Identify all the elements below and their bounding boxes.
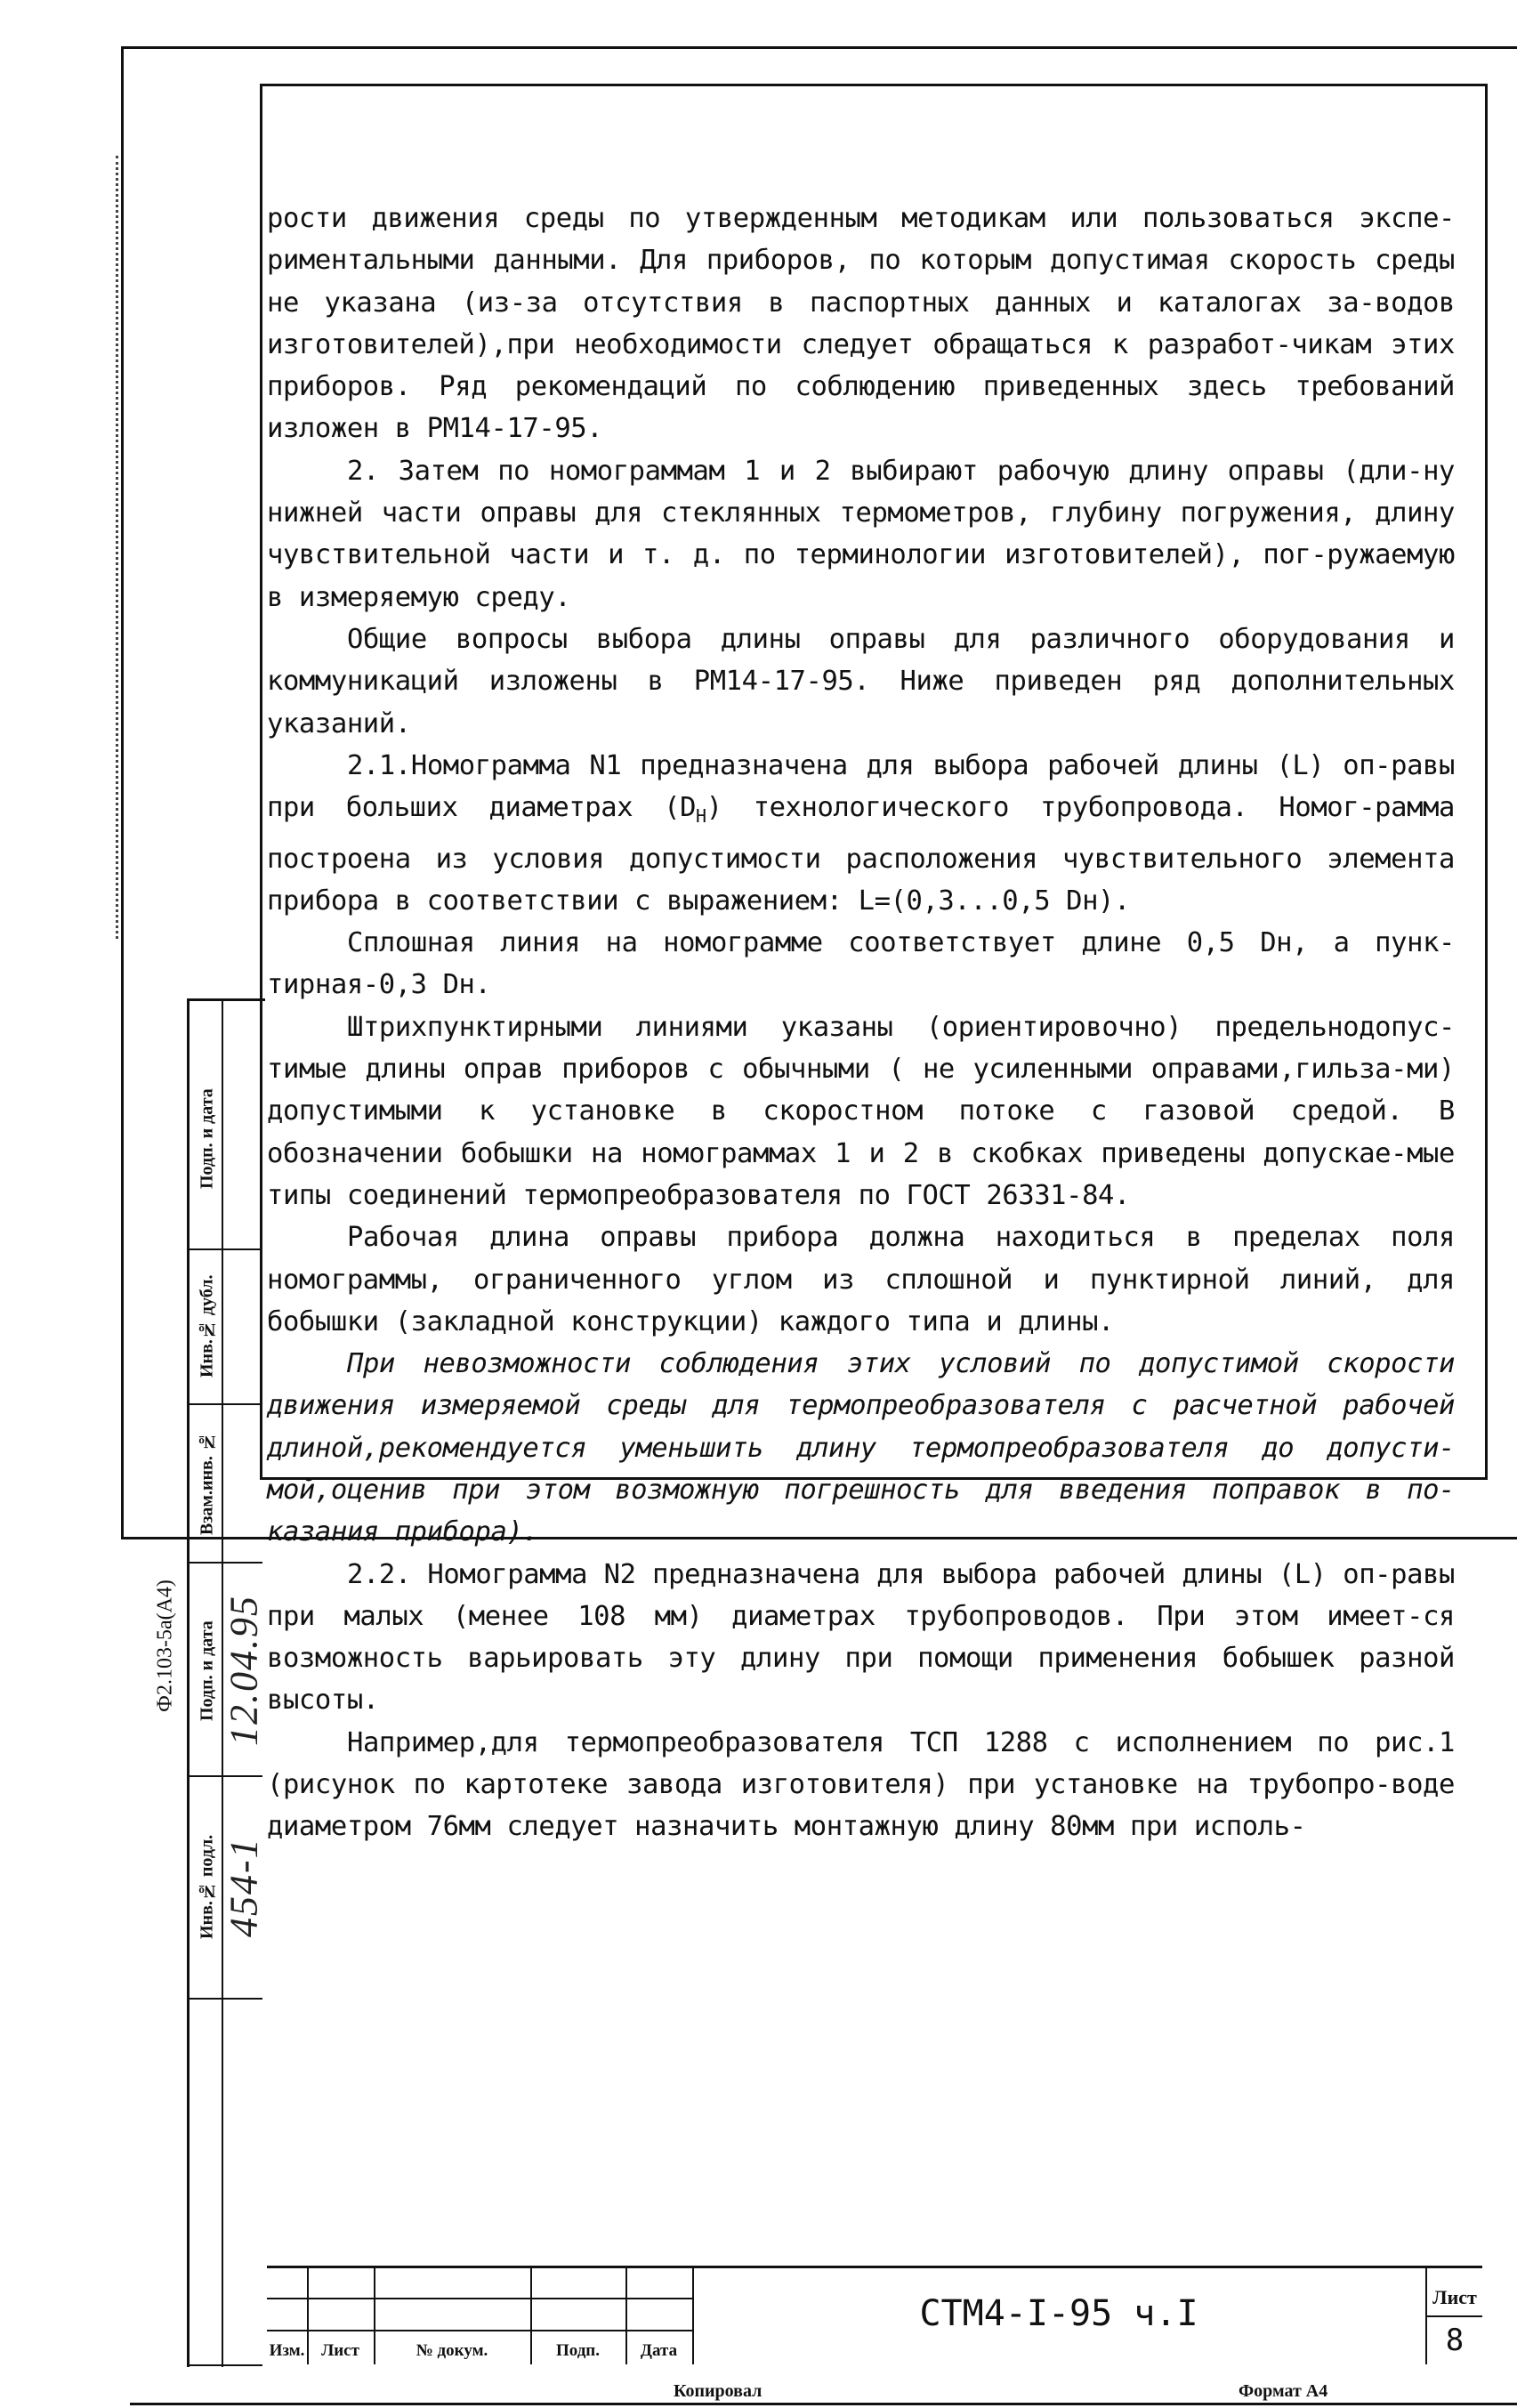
binding-margin-marks (116, 156, 122, 939)
stamp-label: Подп. и дата (197, 1620, 217, 1721)
text-run: ) технологического трубопровода. Номог-рамма построена из условия допустимости расположения чувствительного элемента прибора в соответствии с выражением: L=(0,3...0,5 Dн). (267, 792, 1455, 917)
sheet-number: 8 (1445, 2323, 1465, 2358)
subscript: H (696, 805, 706, 828)
paragraph: Рабочая длина оправы прибора должна находиться в пределах поля номограммы, ограниченного углом из сплошной и пунктирной линий, для бобышки (закладной конструкции) каждого типа и длины. (267, 1222, 1455, 1337)
column-signature: Подп. (555, 2341, 601, 2360)
signature-date: 12.04.95 (222, 1595, 266, 1747)
document-body (267, 198, 1455, 1848)
stamp-row-line (190, 1998, 262, 2000)
text-run: 2.1.Номограмма N1 предназначена для выбора рабочей длины (L) оп-равы при больших диаметрах (D (267, 749, 1455, 824)
title-block-row (267, 2330, 692, 2331)
stamp-row-line (190, 1562, 262, 1564)
stamp-label: Взам.инв. № (197, 1432, 217, 1536)
title-block-row (267, 2298, 692, 2299)
stamp-row-line (190, 1248, 262, 1250)
paragraph: 2. Затем по номограммам 1 и 2 выбирают рабочую длину оправы (дли-ну нижней части оправы для стеклянных термометров, глубину погружения, длину чувствительной части и т. д. по терминологии изготовителей), пог-ружаемую в измеряемую среду. (267, 455, 1455, 613)
stamp-row-line (190, 1775, 262, 1777)
sheet-label: Лист (1432, 2286, 1477, 2308)
stamp-label: Инв.№ подл. (197, 1834, 217, 1940)
paragraph: Штрихпунктирными линиями указаны (ориентировочно) предельнодопус-тимые длины оправ приборов с обычными ( не усиленными оправами,гильза-ми) допустимыми к установке в скоростном потоке с газовой средой. В обозначении бобышки на номограммах 1 и 2 в скобках приведены допускае-мые типы соединений термопреобразователя по ГОСТ 26331-84. (267, 1011, 1455, 1211)
paragraph (267, 745, 1455, 922)
paragraph: Сплошная линия на номограмме соответствует длине 0,5 Dн, а пунк-тирная-0,3 Dн. (267, 927, 1455, 1001)
stamp-label: Инв.№ дубл. (197, 1274, 217, 1378)
paragraph: рости движения среды по утвержденным методикам или пользоваться экспе-риментальными данными. Для приборов, по которым допустимая скорость среды не указана (из-за отсутствия в паспортных данных и каталогах за-водов изготовителей),при необходимости следует обращаться к разработ-чикам этих приборов. Ряд рекомендаций по соблюдению приведенных здесь требований изложен в РМ14-17-95. (267, 203, 1455, 445)
column-change: Изм. (269, 2341, 305, 2360)
column-document-number: № докум. (416, 2341, 488, 2360)
column-sheet: Лист (321, 2341, 359, 2360)
paragraph: Например,для термопреобразователя ТСП 1288 с исполнением по рис.1 (рисунок по картотеке завода изготовителя) при установке на трубопро-воде диаметром 76мм следует назначить монтажную длину 80мм при исполь- (267, 1726, 1455, 1843)
side-stamp (187, 998, 265, 2367)
stamp-row-line (190, 2364, 262, 2366)
stamp-label: Подп. и дата (197, 1088, 217, 1190)
paragraph: 2.2. Номограмма N2 предназначена для выбора рабочей длины (L) оп-равы при малых (менее 108 мм) диаметрах трубопроводов. При этом имеет-ся возможность варьировать эту длину при помощи применения бобышек разной высоты. (267, 1558, 1455, 1717)
title-block-row (1425, 2315, 1482, 2317)
signature-inventory: 454-1 (222, 1837, 266, 1937)
document-code: СТМ4-I-95 ч.I (919, 2293, 1198, 2334)
paragraph: При невозможности соблюдения этих условий по допустимой скорости движения измеряемой среды для термопреобразователя с расчетной рабочей длиной,рекомендуется уменьшить длину термопреобразователя до допусти-мой,оценив при этом возможную погрешность для введения поправок в по-казания прибора). (267, 1348, 1455, 1548)
paragraph: Общие вопросы выбора длины оправы для различного оборудования и коммуникаций изложены в РМ14-17-95. Ниже приведен ряд дополнительных указаний. (267, 623, 1455, 739)
copied-by-label: Копировал (674, 2381, 763, 2401)
form-code: Ф2.103-5а(А4) (153, 1580, 177, 1713)
column-date: Дата (640, 2341, 678, 2360)
format-label: Формат А4 (1239, 2381, 1328, 2401)
stamp-row-line (190, 1403, 262, 1405)
